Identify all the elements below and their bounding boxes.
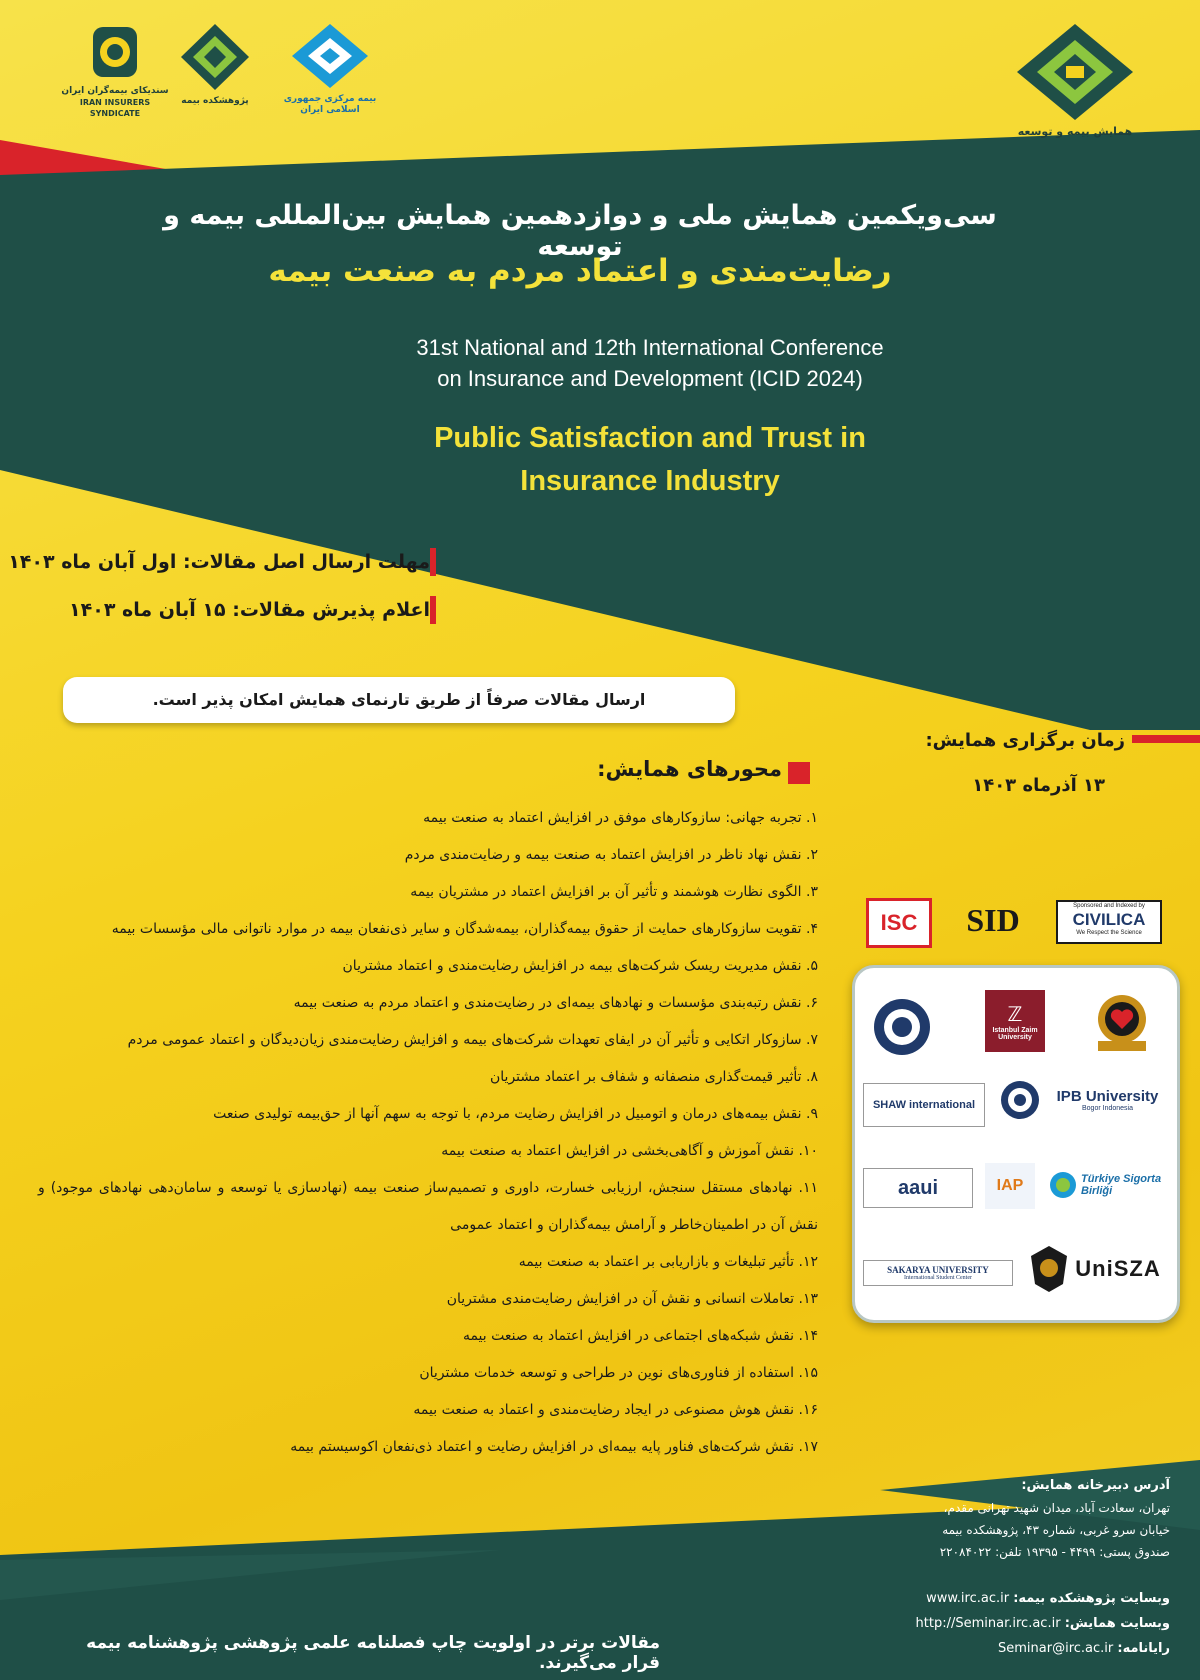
central-insurance-label: بیمه مرکزی جمهوری اسلامی ایران <box>283 94 377 115</box>
email-link[interactable]: Seminar@irc.ac.ir <box>998 1641 1114 1656</box>
unisza-name: UniSZA <box>1075 1256 1161 1281</box>
heart-badge-logo <box>1087 988 1157 1058</box>
sakarya-name: SAKARYA UNIVERSITY <box>887 1265 989 1275</box>
istanbul-zaim-logo <box>985 990 1045 1052</box>
topic-item: ۱۱. نهادهای مستقل سنجش، ارزیابی خسارت، داوری و تصمیم‌ساز صنعت بیمه (نهادسازی یا توسعه و سامان‌دهی نهادهای موجود) و نقش آن در اطمینان‌خاطر و آرامش بیمه‌گذاران و اعتماد عمومی <box>38 1180 818 1233</box>
topic-item: ۳. الگوی نظارت هوشمند و تأثیر آن بر افزایش اعتماد در مشتریان بیمه <box>410 884 818 900</box>
topic-item: ۱۰. نقش آموزش و آگاهی‌بخشی در افزایش اعتماد به صنعت بیمه <box>441 1143 818 1159</box>
conference-logo <box>1010 22 1140 142</box>
partners-box <box>852 965 1180 1323</box>
sigorta-swirl-icon <box>1049 1171 1077 1199</box>
title-en <box>250 332 1050 394</box>
sakarya-sub: International Student Center <box>904 1275 972 1281</box>
institute-site-link[interactable]: www.irc.ac.ir <box>926 1591 1010 1606</box>
submission-deadline <box>8 551 430 573</box>
sigorta-name: Türkiye Sigorta Birliği <box>1081 1173 1162 1197</box>
acceptance-label: اعلام پذیرش مقالات: <box>232 599 430 621</box>
topic-item: ۱۲. تأثیر تبلیغات و بازاریابی بر اعتماد به صنعت بیمه <box>518 1254 818 1270</box>
submission-marker <box>430 548 436 576</box>
conference-logo-label: همایش بیمه و توسعه <box>1017 125 1133 138</box>
conference-site <box>840 1616 1170 1631</box>
turkiye-sigorta-logo <box>1047 1163 1169 1207</box>
theme-fa: رضایت‌مندی و اعتماد مردم به صنعت بیمه <box>268 253 892 289</box>
shaw-logo: SHAW international <box>863 1083 985 1127</box>
research-institute-icon <box>175 22 255 92</box>
event-time-label: زمان برگزاری همایش: <box>925 730 1125 751</box>
theme-en-line2: Insurance Industry <box>520 465 780 497</box>
submission-value: اول آبان ماه ۱۴۰۳ <box>8 551 177 573</box>
research-institute-logo <box>175 22 255 122</box>
phone: تلفن: ۲۲۰۸۴۰۲۲ <box>939 1545 1022 1559</box>
research-institute-label: پژوهشکده بیمه <box>181 96 249 106</box>
title-en-line2: on Insurance and Development (ICID 2024) <box>437 366 863 391</box>
address-heading: آدرس دبیرخانه همایش: <box>1021 1478 1170 1493</box>
syndicate-icon <box>60 24 170 82</box>
conference-emblem-icon <box>1010 22 1140 122</box>
insurers-syndicate-logo <box>60 24 170 119</box>
topic-item: ۴. تقویت سازوکارهای حمایت از حقوق بیمه‌گذاران، بیمه‌شدگان و سایر ذی‌نفعان بیمه در موارد ناتوانی مالی مؤسسات بیمه <box>111 921 818 937</box>
institute-site-label: وبسایت پژوهشکده بیمه: <box>1013 1591 1170 1606</box>
iap-logo: IAP <box>985 1163 1035 1209</box>
conference-site-label: وبسایت همایش: <box>1064 1616 1170 1631</box>
institute-site <box>840 1591 1170 1606</box>
university-seal-icon <box>872 997 932 1057</box>
topic-item: ۲. نقش نهاد ناظر در افزایش اعتماد به صنعت بیمه و رضایت‌مندی مردم <box>404 847 818 863</box>
zaim-emblem-icon: ℤ <box>1007 1003 1023 1026</box>
civilica-tagline: We Respect the Science <box>1076 930 1142 936</box>
central-insurance-logo <box>280 22 380 117</box>
acceptance-date <box>69 599 430 621</box>
event-time-marker <box>1132 735 1200 743</box>
unisza-logo <box>1025 1238 1165 1300</box>
topic-item: ۱۶. نقش هوش مصنوعی در ایجاد رضایت‌مندی و اعتماد به صنعت بیمه <box>413 1402 818 1418</box>
theme-en-line1: Public Satisfaction and Trust in <box>434 422 866 454</box>
title-fa: سی‌ویکمین همایش ملی و دوازدهمین همایش بین‌المللی بیمه و توسعه <box>163 200 997 262</box>
ipb-logo <box>1045 1080 1170 1120</box>
topics-list <box>38 800 818 1466</box>
contact-email <box>840 1641 1170 1656</box>
address-line1: تهران، سعادت آباد، میدان شهید تهرانی مقدم، <box>943 1501 1170 1515</box>
ipb-seal-icon <box>1000 1080 1040 1120</box>
topics-marker <box>788 762 810 784</box>
central-insurance-icon <box>280 22 380 90</box>
civilica-name: CIVILICA <box>1072 910 1146 929</box>
topic-item: ۱۴. نقش شبکه‌های اجتماعی در افزایش اعتماد به صنعت بیمه <box>462 1328 818 1344</box>
submission-label: مهلت ارسال اصل مقالات: <box>182 551 430 573</box>
sakarya-logo <box>863 1260 1013 1286</box>
conference-site-link[interactable]: http://Seminar.irc.ac.ir <box>915 1616 1061 1631</box>
civilica-logo <box>1056 900 1162 944</box>
footer-note: مقالات برتر در اولویت چاپ فصلنامه علمی پژوهشی پژوهشنامه بیمه قرار می‌گیرند. <box>86 1633 660 1673</box>
unisza-crest-icon <box>1029 1244 1069 1294</box>
topic-item: ۸. تأثیر قیمت‌گذاری منصفانه و شفاف بر اعتماد مشتریان <box>490 1069 818 1085</box>
email-label: رایانامه: <box>1117 1641 1170 1656</box>
aaui-logo: aaui <box>863 1168 973 1208</box>
topic-item: ۱۷. نقش شرکت‌های فناور پایه بیمه‌ای در افزایش رضایت و اعتماد ذی‌نفعان اکوسیستم بیمه <box>290 1439 818 1455</box>
po-box: صندوق پستی: ۴۴۹۹ - ۱۹۳۹۵ <box>1025 1545 1170 1559</box>
topic-item: ۱. تجربه جهانی: سازوکارهای موفق در افزایش اعتماد به صنعت بیمه <box>423 810 818 826</box>
topic-item: ۹. نقش بیمه‌های درمان و اتومبیل در افزایش رضایت مردم، با توجه به سهم آنها از حق‌بیمه تولیدی صنعت <box>213 1106 818 1122</box>
topic-item: ۱۵. استفاده از فناوری‌های نوین در طراحی و توسعه خدمات مشتریان <box>419 1365 818 1381</box>
heart-badge-icon <box>1092 991 1152 1055</box>
sid-logo: SID <box>966 901 1020 938</box>
topic-item: ۵. نقش مدیریت ریسک شرکت‌های بیمه در افزایش رضایت‌مندی و اعتماد مشتریان <box>342 958 818 974</box>
topic-item: ۱۳. تعاملات انسانی و نقش آن در افزایش رضایت‌مندی مشتریان <box>446 1291 818 1307</box>
event-time-value: ۱۳ آذرماه ۱۴۰۳ <box>972 775 1105 796</box>
civilica-top-text: Sponsored and Indexed by <box>1073 903 1145 909</box>
theme-en <box>250 417 1050 503</box>
address-line3 <box>870 1541 1170 1563</box>
syndicate-label-en: IRAN INSURERS SYNDICATE <box>79 98 151 118</box>
acceptance-value: ۱۵ آبان ماه ۱۴۰۳ <box>69 599 226 621</box>
topic-item: ۷. سازوکار اتکایی و تأثیر آن در ایفای تعهدات شرکت‌های بیمه و افزایش رضایت‌مندی زیان‌دیدگان و اعتماد عمومی مردم <box>127 1032 818 1048</box>
istanbul-zaim-label: Istanbul Zaim University <box>992 1026 1038 1041</box>
submission-notice: ارسال مقالات صرفاً از طریق تارنمای همایش امکان پذیر است. <box>63 677 735 723</box>
marmara-logo <box>867 992 937 1062</box>
title-en-line1: 31st National and 12th International Conference <box>416 335 884 360</box>
ipb-name: IPB University <box>1056 1088 1159 1105</box>
topic-item: ۶. نقش رتبه‌بندی مؤسسات و نهادهای بیمه‌ای در رضایت‌مندی و اعتماد مردم به صنعت بیمه <box>293 995 818 1011</box>
isc-logo: ISC <box>866 898 932 948</box>
contact-address <box>870 1475 1170 1563</box>
address-line2: خیابان سرو غربی، شماره ۴۳، پژوهشکده بیمه <box>942 1523 1170 1537</box>
syndicate-label-fa: سندیکای بیمه‌گران ایران <box>61 86 169 96</box>
ipb-seal <box>1000 1080 1040 1120</box>
ipb-sub: Bogor Indonesia <box>1082 1105 1133 1112</box>
topics-heading: محورهای همایش: <box>597 757 782 781</box>
acceptance-marker <box>430 596 436 624</box>
